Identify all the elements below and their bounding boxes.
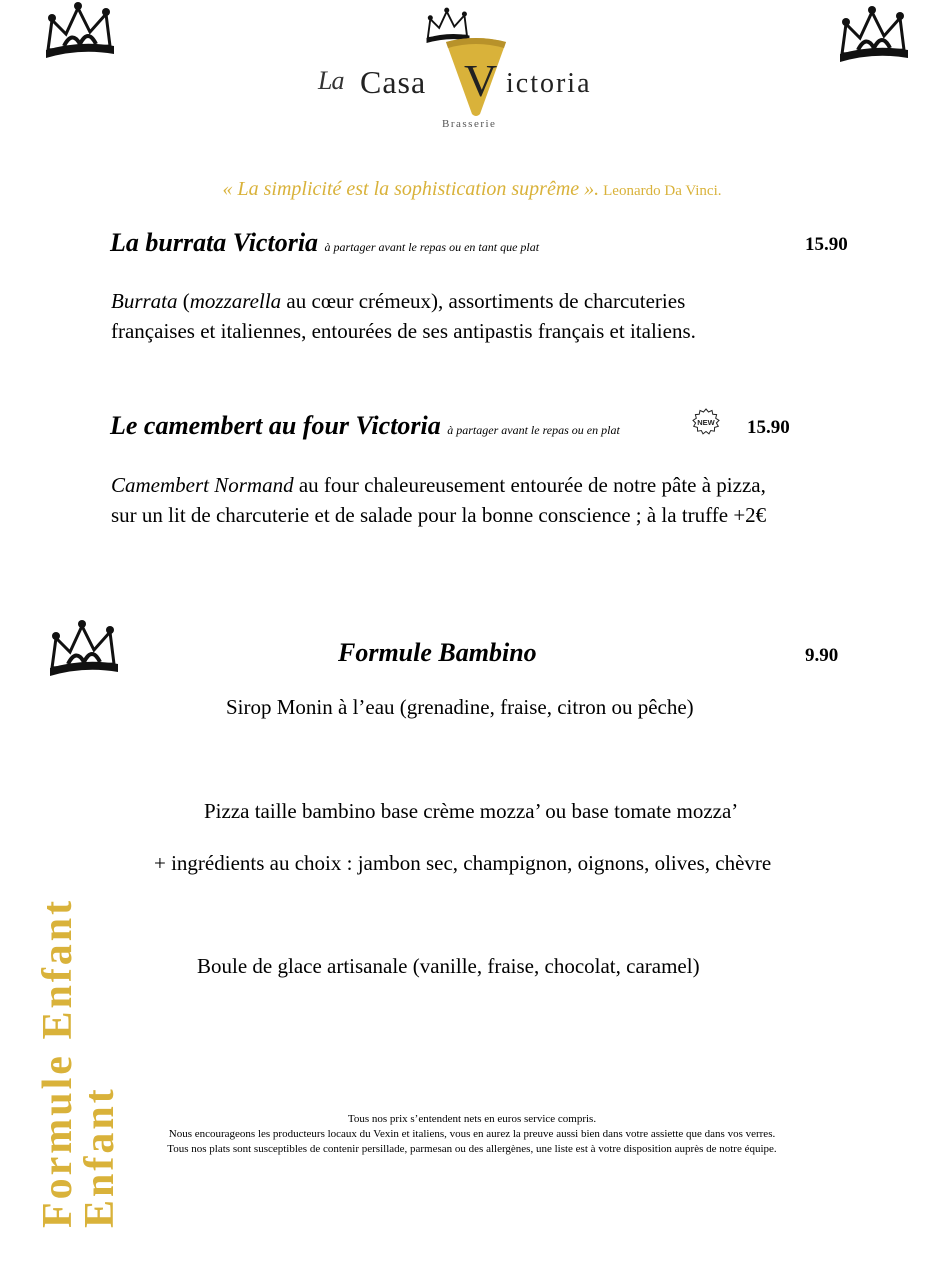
crown-icon [46,618,122,680]
side-label: Enfant [77,1086,123,1228]
dish-title-text: Le camembert au four Victoria [110,411,441,440]
desc-text: ( [177,289,190,313]
logo-brasserie: Brasserie [442,118,497,130]
dish-note: à partager avant le repas ou en tant que plat [324,240,540,254]
desc-text: au cœur crémeux), assortiments de charcuteries [281,289,686,313]
dish-title [110,411,620,441]
logo-victoria: ictoria [506,68,592,99]
quote-text: « La simplicité est la sophistication suprême ». [222,178,600,200]
desc-italic: Burrata [111,289,178,313]
footer-line: Tous nos prix s’entendent nets en euros service compris. [347,1113,597,1125]
dish-description [111,470,766,530]
side-label: Formule Enfant [35,897,81,1228]
desc-italic: Camembert Normand [111,473,294,497]
formule-line: + ingrédients au choix : jambon sec, champignon, oignons, olives, chèvre [154,851,772,875]
formule-line: Boule de glace artisanale (vanille, fraise, chocolat, caramel) [197,954,700,978]
dish-price: 15.90 [747,417,790,438]
formule-line: Sirop Monin à l’eau (grenadine, fraise, citron ou pêche) [226,695,694,719]
crown-icon [42,0,118,62]
quote-author: Leonardo Da Vinci. [603,183,722,199]
crown-icon [836,4,912,66]
dish-note: à partager avant le repas ou en plat [447,423,620,437]
desc-line: françaises et italiennes, entourées de ses antipastis français et italiens. [111,319,696,343]
dish-title-text: La burrata Victoria [110,228,319,257]
desc-italic: mozzarella [189,289,282,313]
logo-v: V [464,55,498,106]
formule-line: Pizza taille bambino base crème mozza’ ou base tomate mozza’ [204,799,739,823]
footer [0,1112,944,1157]
dish-price: 15.90 [805,234,848,255]
desc-line: sur un lit de charcuterie et de salade pour la bonne conscience ; à la truffe +2€ [111,503,767,527]
logo-casa: Casa [360,64,427,100]
logo-la: La [318,66,344,95]
formule-price: 9.90 [805,645,839,666]
footer-line: Tous nos plats sont susceptibles de contenir persillade, parmesan ou des allergènes, une liste est à votre disposition auprès de notre équipe. [167,1143,777,1155]
quote [0,178,944,201]
logo [318,18,638,136]
new-badge-icon [692,408,720,436]
formule-title: Formule Bambino [338,638,537,667]
desc-text: au four chaleureusement entourée de notre pâte à pizza, [293,473,766,497]
dish-title [110,228,539,258]
footer-line: Nous encourageons les producteurs locaux du Vexin et italiens, vous en aurez la preuve aussi bien dans votre assiette que dans vos verres. [168,1128,776,1140]
dish-description [111,286,696,346]
new-badge-text: NEW [697,418,715,427]
